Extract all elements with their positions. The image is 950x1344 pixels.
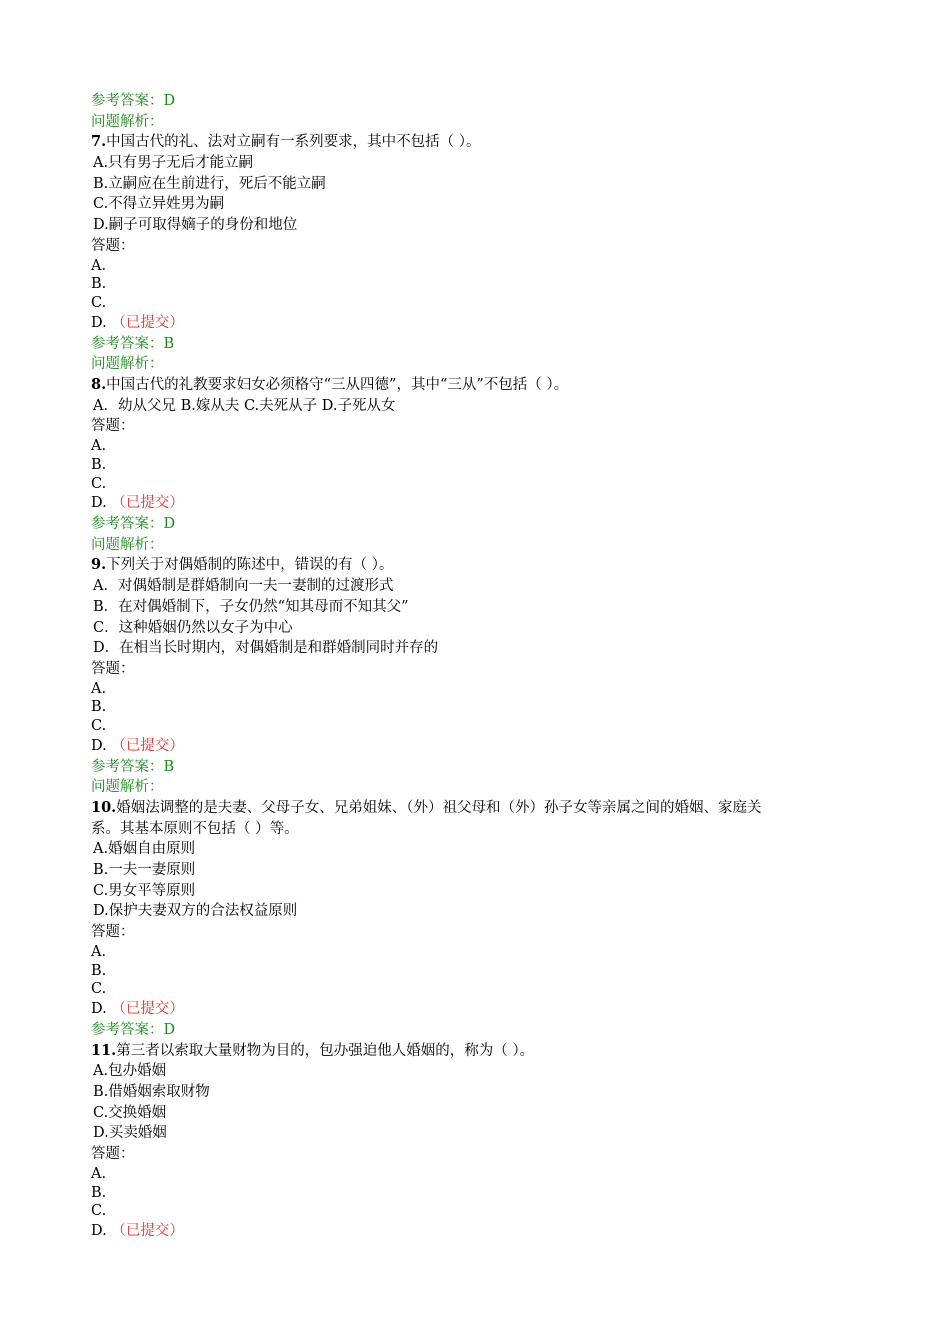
question-number: 11. — [91, 1041, 117, 1059]
option-d: D.保护夫妻双方的合法权益原则 — [93, 903, 298, 920]
option-c: C.交换婚姻 — [93, 1104, 167, 1121]
ref-answer-value: D — [163, 93, 176, 109]
option-b: B.借婚姻索取财物 — [93, 1084, 210, 1100]
option-c: C.不得立异姓男为嗣 — [93, 196, 225, 213]
document-page — [91, 91, 851, 1242]
option-b: B.立嗣应在生前进行，死后不能立嗣 — [93, 175, 326, 192]
ref-answer-label: 参考答案： — [91, 516, 164, 533]
answer-choice-d[interactable] — [91, 313, 851, 334]
answer-choice-d[interactable] — [91, 736, 851, 757]
option-c: C.男女平等原则 — [93, 882, 196, 899]
answer-label: 答题： — [91, 660, 135, 677]
question-text: 中国古代的礼、法对立嗣有一系列要求，其中不包括（ ）。 — [106, 134, 481, 151]
ref-answer-label: 参考答案： — [91, 335, 164, 352]
ref-answer — [91, 334, 851, 355]
option-a: A.婚姻自由原则 — [93, 841, 196, 858]
submitted-status: （已提交） — [111, 737, 184, 754]
ref-answer-value: D — [163, 1021, 176, 1038]
ref-answer — [91, 757, 851, 778]
answer-choice-c[interactable]: C. — [91, 981, 107, 998]
analysis-label-top: 问题解析： — [91, 113, 164, 130]
question-number: 9. — [91, 556, 107, 574]
choice-letter: D. — [91, 737, 107, 754]
submitted-status: （已提交） — [111, 314, 184, 331]
option-b: B．在对偶婚制下，子女仍然“知其母而不知其父” — [93, 598, 409, 615]
answer-choice-c[interactable]: C. — [91, 718, 107, 735]
choice-letter: D. — [91, 1001, 107, 1018]
answer-label: 答题： — [91, 1146, 135, 1163]
answer-choice-c[interactable]: C. — [91, 1203, 107, 1220]
answer-label: 答题： — [91, 418, 135, 435]
option-d: D.嗣子可取得嫡子的身份和地位 — [93, 217, 298, 234]
question-text-continued: 系。其基本原则不包括（ ）等。 — [91, 820, 299, 837]
question-7 — [91, 132, 851, 153]
question-number: 10. — [91, 799, 117, 817]
answer-choice-a[interactable]: A. — [91, 257, 107, 274]
choice-letter: D. — [91, 495, 107, 512]
question-text: 第三者以索取大量财物为目的，包办强迫他人婚姻的，称为（ ）。 — [116, 1042, 535, 1059]
submitted-status: （已提交） — [111, 495, 184, 512]
answer-choice-b[interactable]: B. — [91, 699, 107, 716]
question-9 — [91, 555, 851, 576]
ref-answer-label: 参考答案： — [91, 1021, 164, 1038]
submitted-status: （已提交） — [111, 1223, 184, 1240]
submitted-status: （已提交） — [111, 1001, 184, 1018]
option-d: D．在相当长时期内，对偶婚制是和群婚制同时并存的 — [93, 640, 439, 657]
answer-choice-a[interactable]: A. — [91, 438, 107, 455]
answer-label: 答题： — [91, 924, 135, 941]
answer-choice-c[interactable]: C. — [91, 475, 107, 492]
answer-choice-d[interactable] — [91, 999, 851, 1020]
answer-choice-b[interactable]: B. — [91, 276, 107, 293]
answer-choice-a[interactable]: A. — [91, 1165, 107, 1182]
choice-letter: D. — [91, 314, 107, 331]
ref-answer-value: B — [163, 758, 175, 775]
ref-answer-value: D — [163, 516, 176, 533]
ref-answer-label: 参考答案： — [91, 93, 164, 109]
answer-choice-d[interactable] — [91, 1221, 851, 1242]
analysis-label: 问题解析： — [91, 356, 164, 373]
question-number: 7. — [91, 133, 107, 151]
answer-label: 答题： — [91, 237, 135, 254]
question-8 — [91, 375, 851, 396]
option-d: D.买卖婚姻 — [93, 1125, 167, 1142]
answer-choice-b[interactable]: B. — [91, 962, 107, 979]
answer-choice-b[interactable]: B. — [91, 1184, 107, 1201]
analysis-label: 问题解析： — [91, 779, 164, 796]
ref-answer-label: 参考答案： — [91, 758, 164, 775]
answer-choice-a[interactable]: A. — [91, 680, 107, 697]
question-10 — [91, 798, 851, 819]
question-number: 8. — [91, 375, 107, 393]
analysis-label: 问题解析： — [91, 536, 164, 553]
choice-letter: D. — [91, 1223, 107, 1240]
answer-choice-a[interactable]: A. — [91, 943, 107, 960]
options-inline: A．幼从父兄 B.嫁从夫 C.夫死从子 D.子死从女 — [93, 397, 396, 414]
ref-answer-value: B — [163, 335, 175, 352]
question-text: 婚姻法调整的是夫妻、父母子女、兄弟姐妹、（外）祖父母和（外）孙子女等亲属之间的婚姻、家庭关 — [116, 800, 762, 817]
option-a: A.只有男子无后才能立嗣 — [93, 155, 254, 172]
ref-answer — [91, 1020, 851, 1041]
question-text: 下列关于对偶婚制的陈述中，错误的有（ ）。 — [106, 557, 394, 574]
option-a: A.包办婚姻 — [93, 1063, 167, 1080]
ref-answer — [91, 514, 851, 535]
option-c: C．这种婚姻仍然以女子为中心 — [93, 619, 293, 636]
answer-choice-b[interactable]: B. — [91, 456, 107, 473]
question-11 — [91, 1041, 851, 1062]
answer-choice-d[interactable] — [91, 493, 851, 514]
question-text: 中国古代的礼教要求妇女必须格守“三从四德”，其中“三从”不包括（ ）。 — [106, 376, 569, 393]
ref-answer-top — [91, 91, 851, 112]
option-a: A．对偶婚制是群婚制向一夫一妻制的过渡形式 — [93, 578, 394, 595]
option-b: B.一夫一妻原则 — [93, 862, 196, 879]
answer-choice-c[interactable]: C. — [91, 295, 107, 312]
